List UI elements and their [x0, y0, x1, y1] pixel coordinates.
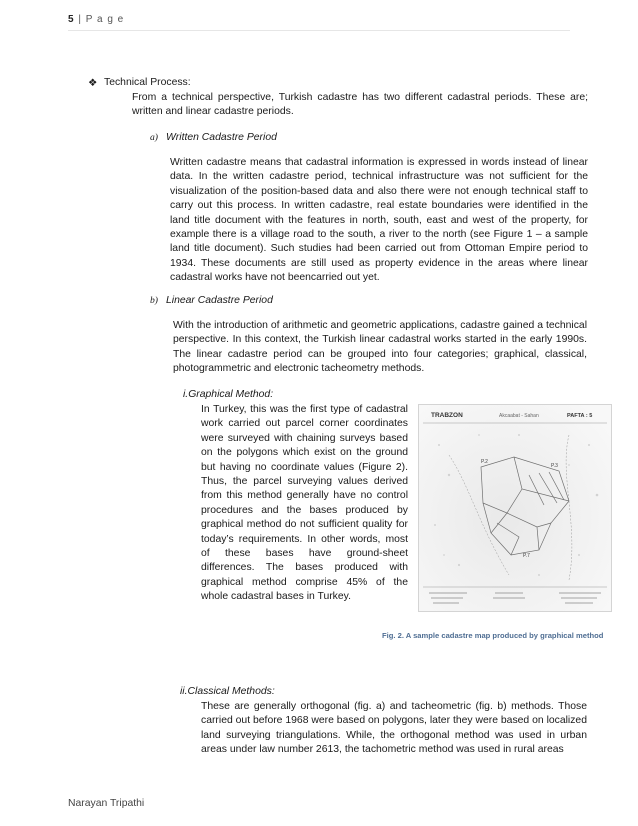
graphical-body: In Turkey, this was the first type of cadastral work carried out parcel corner coordinates were surveyed with chaining surveys based on the polygons which exist on the ground but having no coordinate values (Figure 2). Thus, the parcel surveying values derived from this method generally have no control procedures and the bases produced by graphical method do not sufficient quality for today’s requirements. In other words, most of these bases have ground-sheet differences. The bases produced with graphical method comprise 45% of the whole cadastral bases in Turkey. [201, 404, 408, 603]
linear-body: With the introduction of arithmetic and geometric applications, cadastre gained a technical perspective. In this context, the Turkish linear cadastral works started in the early 1990s. The linear cadastre period can be grouped into four categories; graphical, classical, photogrammetric and electronic tacheometry methods. [173, 320, 587, 375]
page-label: P a g e [85, 14, 125, 25]
parcel-label-p2: P.2 [481, 459, 488, 465]
cadastre-map-drawing [419, 405, 611, 611]
header-divider [68, 30, 570, 31]
figure-caption: Fig. 2. A sample cadastre map produced by graphical method [382, 631, 604, 640]
map-sheet-label: PAFTA : 5 [567, 413, 593, 419]
graphical-title: i.Graphical Method: [183, 389, 274, 400]
page-header [68, 14, 124, 25]
parcel-label-p3: P.3 [551, 463, 558, 469]
map-title: TRABZON [431, 412, 463, 419]
footer-author: Narayan Tripathi [68, 798, 145, 809]
header-separator: | [78, 14, 82, 25]
parcel-label-p7: P.7 [523, 553, 530, 559]
linear-label: b) [150, 295, 158, 306]
linear-heading [150, 295, 273, 306]
classical-body: These are generally orthogonal (fig. a) and tacheometric (fig. b) methods. Those carried out before 1968 were based on polygons, later they were based on localized land surveying triangulations. While, the orthogonal method was used in urban areas under law number 2613, the tachometric method was used in rural areas [201, 701, 587, 756]
written-label: a) [150, 132, 158, 143]
diamond-bullet-icon: ❖ [88, 78, 98, 89]
written-heading [150, 132, 277, 143]
page-number: 5 [68, 14, 75, 25]
written-body: Written cadastre means that cadastral information is expressed in words instead of linear data. In the written cadastre period, technical infrastructure was not sufficient for the visualization of the position-based data and also there were not enough technical staff to carry out this process. In written cadastre, real estate boundaries were identified in the land title document with the features in north, south, east and west of the property, for example there is a village road to the south, a river to the north (see Figure 1 – a sample land title document). Such studies had been carried out from Ottoman Empire period to 1934. These documents are still used as property evidence in the areas where linear cadastral works have not beencarried out yet. [170, 157, 588, 284]
section-title: Technical Process: [104, 77, 191, 88]
classical-title: ii.Classical Methods: [180, 686, 275, 697]
map-subtitle: Akcaabat - Sahan [499, 413, 539, 419]
section-intro: From a technical perspective, Turkish cadastre has two different cadastral periods. These are; written and linear cadastre periods. [132, 92, 588, 118]
written-title: Written Cadastre Period [166, 132, 277, 143]
linear-title: Linear Cadastre Period [166, 295, 273, 306]
cadastre-map-figure [418, 404, 612, 612]
